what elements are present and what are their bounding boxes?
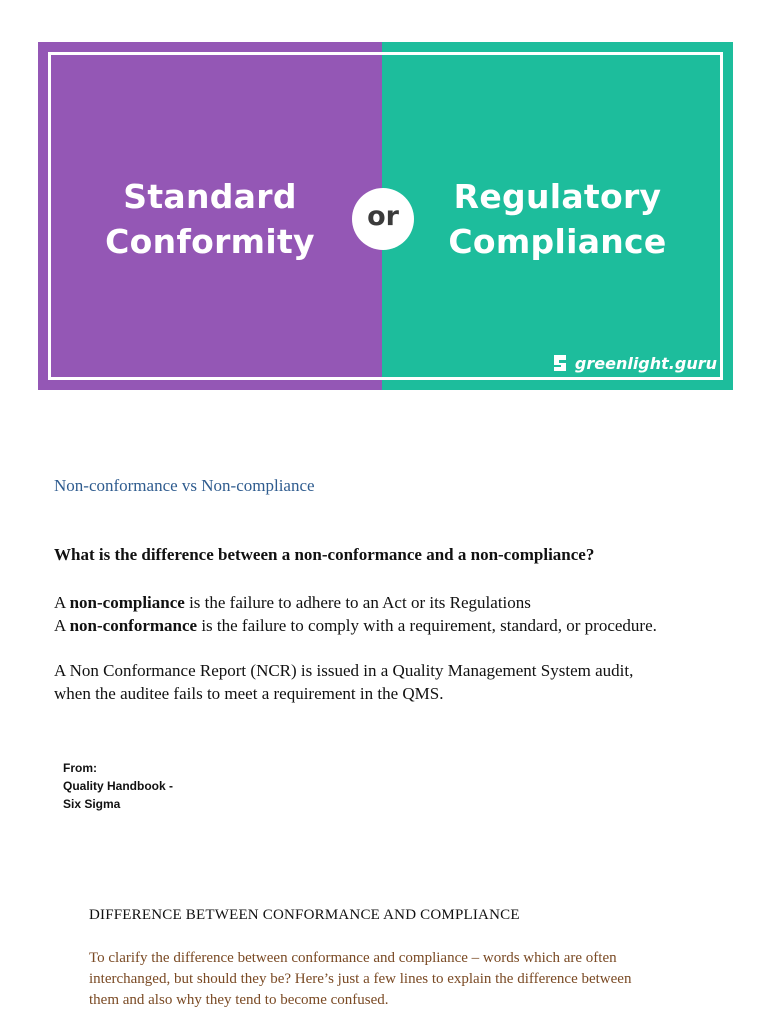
definition-text: is the failure to adhere to an Act or its Regulations (184, 593, 531, 612)
banner-left-line-1: Standard (123, 177, 297, 216)
definition-prefix: A (54, 593, 70, 612)
definition-non-compliance (54, 591, 657, 614)
source-line-3: Six Sigma (63, 797, 121, 811)
definitions (54, 591, 657, 637)
or-badge: or (352, 188, 414, 250)
source-line-1: From: (63, 761, 97, 775)
brand-logo (551, 352, 717, 374)
ncr-line-1: A Non Conformance Report (NCR) is issued in a Quality Management System audit, (54, 661, 634, 680)
definition-term: non-compliance (69, 593, 185, 612)
ncr-line-2: when the auditee fails to meet a requirement in the QMS. (54, 684, 444, 703)
section-heading: DIFFERENCE BETWEEN CONFORMANCE AND COMPLIANCE (89, 907, 520, 923)
ncr-paragraph (54, 659, 744, 705)
banner-right-panel (382, 42, 733, 390)
definition-text: is the failure to comply with a requirement, standard, or procedure. (197, 616, 657, 635)
banner-right-line-1: Regulatory (453, 177, 662, 216)
header-banner-image (38, 42, 733, 390)
greenlight-logo-icon (551, 352, 569, 374)
banner-right-text (382, 174, 733, 264)
banner-left-panel (38, 42, 382, 390)
definition-prefix: A (54, 616, 70, 635)
source-citation (63, 759, 173, 813)
section-body-line-3: them and also why they tend to become confused. (89, 992, 389, 1008)
source-line-2: Quality Handbook - (63, 779, 174, 793)
question-heading: What is the difference between a non-conformance and a non-compliance? (54, 545, 595, 564)
section-body-line-1: To clarify the difference between conformance and compliance – words which are often (89, 950, 617, 966)
definition-term: non-conformance (69, 616, 198, 635)
section-body (89, 948, 739, 1011)
section-body-line-2: interchanged, but should they be? Here’s just a few lines to explain the difference between (89, 971, 632, 987)
page-subtitle: Non-conformance vs Non-compliance (54, 476, 315, 495)
brand-name: greenlight.guru (574, 353, 717, 373)
banner-right-line-2: Compliance (448, 222, 667, 261)
definition-non-conformance (54, 614, 657, 637)
banner-left-text (38, 174, 382, 264)
banner-left-line-2: Conformity (105, 222, 315, 261)
